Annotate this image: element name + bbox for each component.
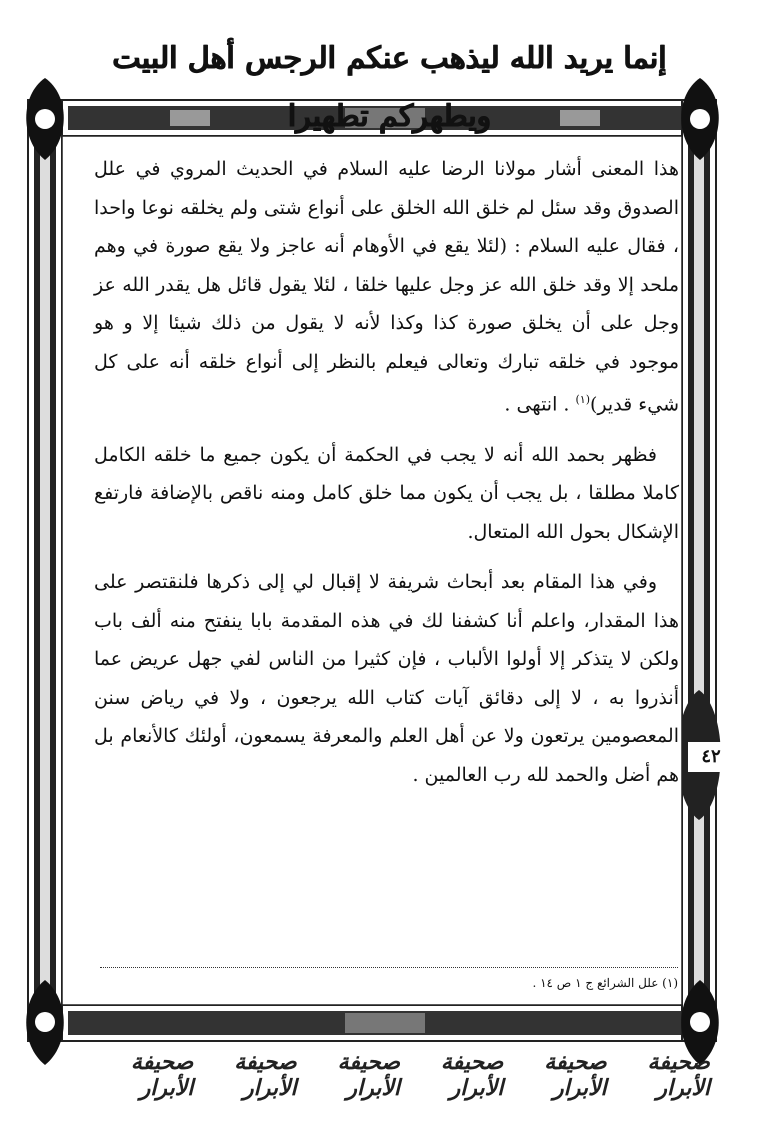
bottom-label-3: صحيفة الأبرار — [440, 1049, 504, 1101]
footnote: (١) علل الشرائع ج ١ ص ١٤ . — [532, 976, 678, 990]
paragraph-1 — [94, 150, 679, 424]
paragraph-1-end: . انتهى . — [504, 393, 570, 416]
bottom-label-4: صحيفة الأبرار — [337, 1049, 401, 1101]
paragraph-1-text: هذا المعنى أشار مولانا الرضا عليه السلام في الحديث المروي في علل الصدوق وقد سئل لم خلق الله الخلق على أنواع شتى ولم يخلقه نوعا واحدا ، فقال عليه السلام : (لئلا يقع في الأوهام أنه عاجز ولا يقع صورة في وهم ملحد إلا وقد خلق الله عز وجل عليها خلقا ، لئلا يقول قائل هل يقدر الله عز وجل على أن يخلق صورة كذا وكذا لأنه لا يقول من ذلك شيئا إلا و هو موجود في خلقه تبارك وتعالى فيعلم بالنظر إلى أنواع خلقه أنه على كل شيء قدير) — [94, 158, 679, 416]
paragraph-2: فظهر بحمد الله أنه لا يجب في الحكمة أن يكون جميع ما خلقه الكامل كاملا مطلقا ، بل يجب أن يكون مما خلق كامل ومنه ناقص بالإضافة فارتفع الإشكال بحول الله المتعال. — [94, 443, 679, 543]
paragraph-3: وفي هذا المقام بعد أبحاث شريفة لا إقبال لي إلى ذكرها فلنقتصر على هذا المقدار، واعلم أنا كشفنا لك في هذه المقدمة بابا ينفتح منه ألف باب ولكن لا يتذكر إلا أولوا الألباب ، فإن كثيرا من الناس لفي جهل عريض عما أنذروا به ، لا إلى دقائق آيات كتاب الله يرجعون ، ولا في رياض سنن المعصومين يرتعون ولا عن أهل العلم والمعرفة يسمعون، أولئك كالأنعام بل هم أضل والحمد لله رب العالمين . — [94, 571, 679, 786]
page-number: ٤٢ — [688, 742, 734, 772]
bottom-label-1: صحيفة الأبرار — [647, 1049, 710, 1101]
bottom-label-5: صحيفة الأبرار — [234, 1049, 297, 1101]
footnote-ref: (١) — [575, 393, 591, 406]
main-text — [94, 150, 679, 806]
header-verse-calligraphy: إنما يريد الله ليذهب عنكم الرجس أهل البيت ويطهركم تطهيرا — [111, 41, 667, 134]
bottom-label-6: صحيفة الأبرار — [130, 1049, 194, 1101]
footnote-divider — [100, 967, 678, 968]
bottom-label-2: صحيفة الأبرار — [544, 1049, 607, 1101]
bottom-calligraphy-row — [90, 1045, 710, 1105]
